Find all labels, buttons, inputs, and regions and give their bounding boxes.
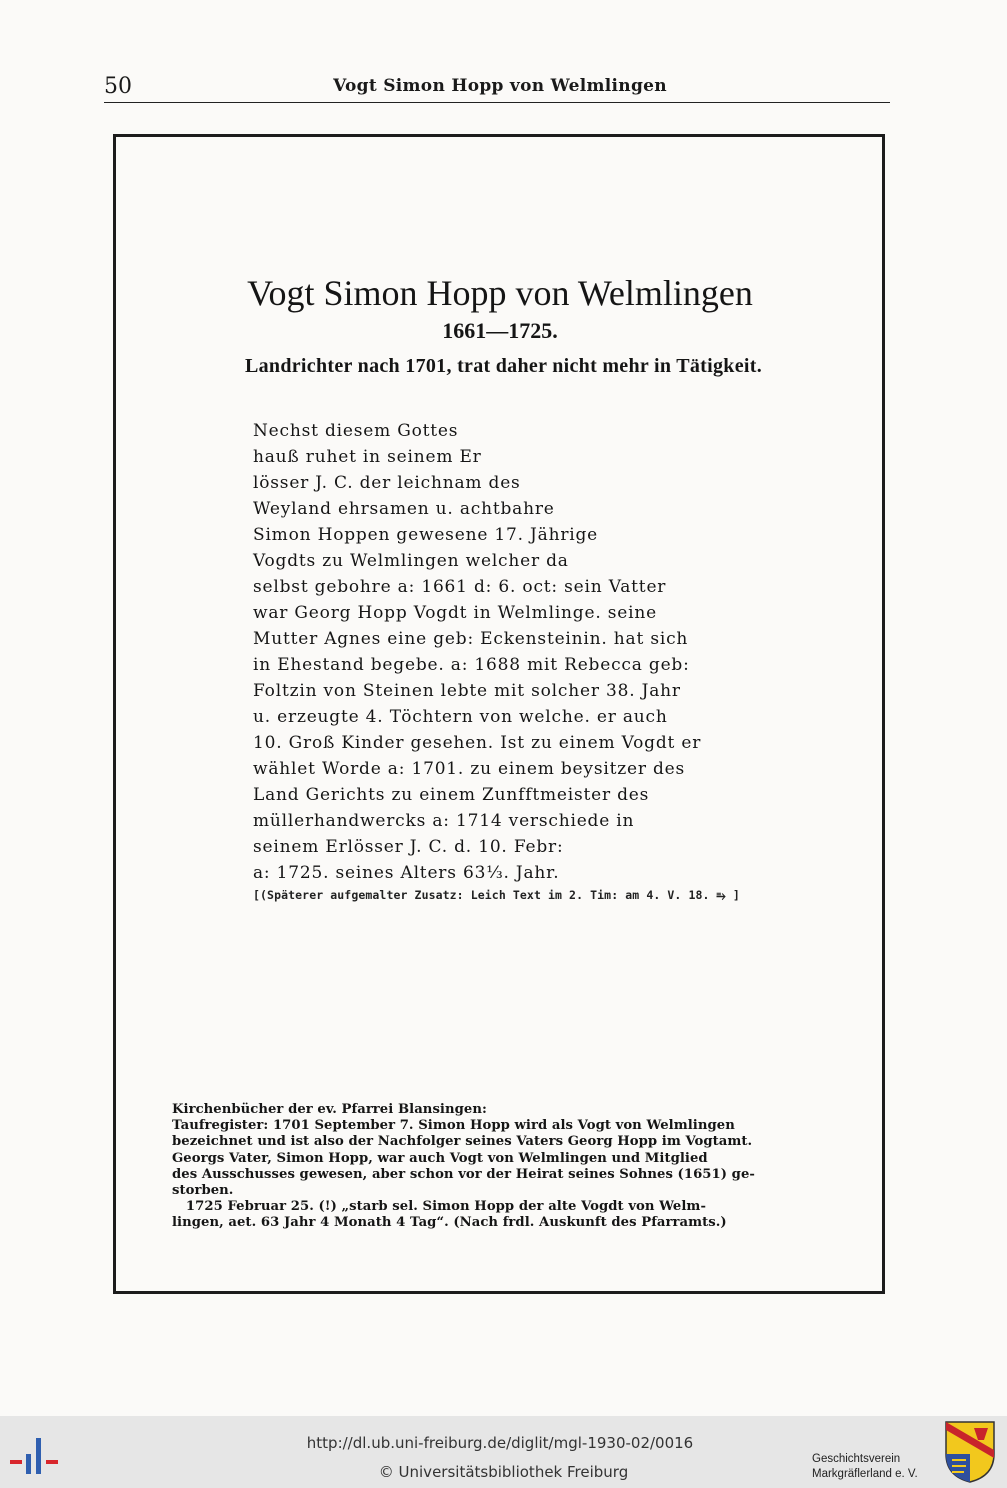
note-line: Georgs Vater, Simon Hopp, war auch Vogt von Welmlingen und Mitglied [172,1150,708,1166]
header-rule [104,102,890,103]
inscription-line: Nechst diesem Gottes [253,421,459,441]
copyright-text: © Universitätsbibliothek Freiburg [378,1463,629,1481]
inscription-line: Mutter Agnes eine geb: Eckensteinin. hat sich [253,629,689,649]
inscription-line: u. erzeugte 4. Töchtern von welche. er auch [253,707,668,727]
coat-of-arms-icon [944,1420,996,1484]
inscription-line: Simon Hoppen gewesene 17. Jährige [253,525,599,545]
page-title: Vogt Simon Hopp von Welmlingen [247,273,753,313]
grave-inscription [253,418,701,886]
note-line: Taufregister: 1701 September 7. Simon Hopp wird als Vogt von Welmlingen [172,1118,735,1134]
inscription-line: selbst gebohre a: 1661 d: 6. oct: sein Vatter [253,577,667,597]
church-register-notes [172,1102,840,1232]
note-line: 1725 Februar 25. (!) „starb sel. Simon Hopp der alte Vogdt von Welm- [172,1199,706,1215]
note-line: storben. [172,1183,234,1199]
society-line-2: Markgräflerland e. V. [812,1468,918,1480]
inscription-line: wählet Worde a: 1701. zu einem beysitzer des [253,759,686,779]
permalink-link[interactable]: http://dl.ub.uni-freiburg.de/diglit/mgl-1930-02/0016 [306,1434,694,1452]
inscription-line: a: 1725. seines Alters 63⅓. Jahr. [253,863,560,883]
inscription-line: hauß ruhet in seinem Er [253,447,482,467]
inscription-line: Weyland ehrsamen u. achtbahre [253,499,555,519]
running-title: Vogt Simon Hopp von Welmlingen [333,76,667,96]
society-line-1: Geschichtsverein [812,1453,901,1465]
inscription-line: in Ehestand begebe. a: 1688 mit Rebecca geb: [253,655,690,675]
subtitle: Landrichter nach 1701, trat daher nicht mehr in Tätigkeit. [244,355,763,377]
page-number: 50 [104,74,132,99]
later-addendum: [(Späterer aufgemalter Zusatz: Leich Text im 2. Tim: am 4. V. 18. ⥱ ] [253,888,740,902]
inscription-line: seinem Erlösser J. C. d. 10. Febr: [253,837,564,857]
inscription-line: lösser J. C. der leichnam des [253,473,521,493]
inscription-line: war Georg Hopp Vogdt in Welmlinge. seine [253,603,657,623]
inscription-line: Vogdts zu Welmlingen welcher da [253,551,569,571]
note-line: Kirchenbücher der ev. Pfarrei Blansingen: [172,1102,487,1117]
life-years: 1661—1725. [442,318,558,343]
inscription-line: müllerhandwercks a: 1714 verschiede in [253,811,635,831]
society-name [812,1452,918,1482]
inscription-line: Land Gerichts zu einem Zunfftmeister des [253,785,650,805]
note-line: des Ausschusses gewesen, aber schon vor der Heirat seines Sohnes (1651) ge- [172,1166,755,1182]
inscription-line: 10. Groß Kinder gesehen. Ist zu einem Vogdt er [253,733,702,753]
inscription-line: Foltzin von Steinen lebte mit solcher 38. Jahr [253,681,681,701]
note-line: lingen, aet. 63 Jahr 4 Monath 4 Tag“. (Nach frdl. Auskunft des Pfarramts.) [172,1215,727,1231]
note-line: bezeichnet und ist also der Nachfolger seines Vaters Georg Hopp im Vogtamt. [172,1134,753,1150]
